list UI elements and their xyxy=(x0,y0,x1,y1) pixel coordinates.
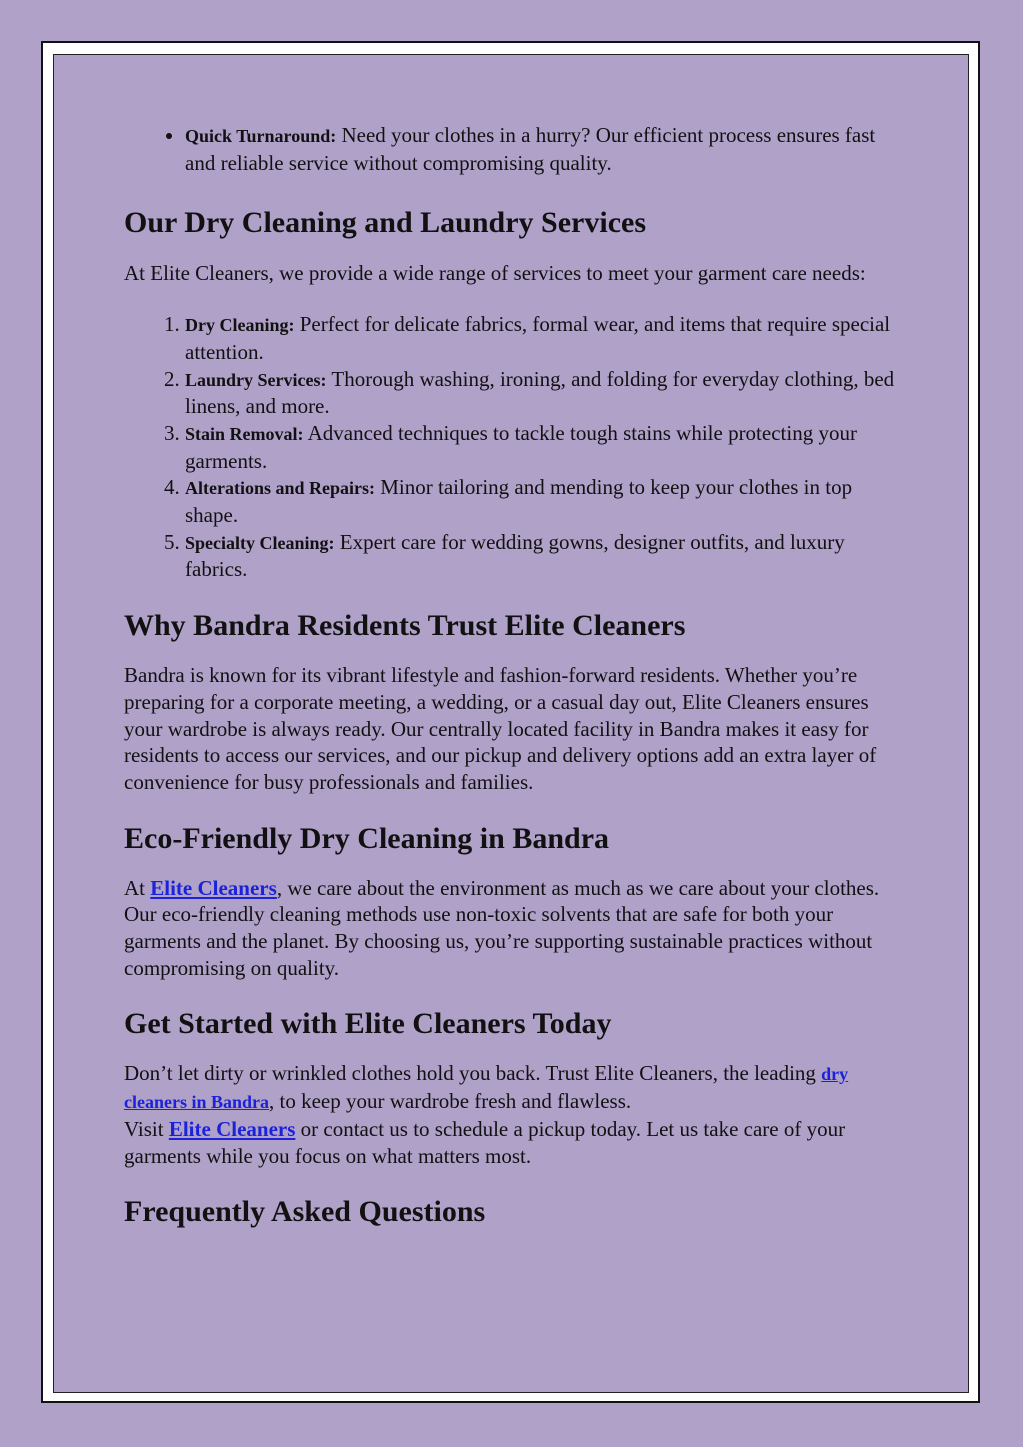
list-item xyxy=(185,474,899,528)
services-intro: At Elite Cleaners, we provide a wide range of services to meet your garment care needs: xyxy=(124,261,866,286)
list-item-label: Stain Removal: xyxy=(185,423,304,444)
list-item-text: Thorough washing, ironing, and folding for everyday clothing, bed linens, and more. xyxy=(185,366,895,419)
list-item xyxy=(185,122,899,176)
list-item-label: Specialty Cleaning: xyxy=(185,532,335,553)
section-heading-eco: Eco-Friendly Dry Cleaning in Bandra xyxy=(124,821,610,855)
started-text-4: or contact us to schedule a pickup today. Let us take care of your garments while you focus on what matters most. xyxy=(124,1116,846,1168)
list-item-label: Quick Turnaround: xyxy=(185,126,337,146)
section-heading-faq: Frequently Asked Questions xyxy=(124,1195,486,1229)
started-text-2: , to keep your wardrobe fresh and flawless. xyxy=(269,1089,632,1114)
list-item xyxy=(185,311,899,365)
trust-paragraph: Bandra is known for its vibrant lifestyle and fashion-forward residents. Whether you’re preparing for a corporate meeting, a wedding, or a casual day out, Elite Cleaners ensures your wardrobe is always ready. Our centrally located facility in Bandra makes it easy for residents to access our services, and our pickup and delivery options add an extra layer of convenience for busy professionals and families. xyxy=(124,663,877,794)
list-item-text: Advanced techniques to tackle tough stains while protecting your garments. xyxy=(185,420,857,473)
document-content xyxy=(124,122,899,1230)
get-started-paragraph xyxy=(124,1060,899,1169)
eco-suffix: , we care about the environment as much as we care about your clothes. Our eco-friendly cleaning methods use non-toxic solvents that are safe for both your garments and the planet. By choosing us, you’re supporting sustainable practices without compromising on quality. xyxy=(124,875,880,980)
list-item xyxy=(185,529,899,583)
eco-paragraph xyxy=(124,875,899,982)
section-heading-get-started: Get Started with Elite Cleaners Today xyxy=(124,1007,612,1041)
list-item-text: Expert care for wedding gowns, designer outfits, and luxury fabrics. xyxy=(185,529,845,582)
list-item-label: Laundry Services: xyxy=(185,369,327,390)
list-item-label: Dry Cleaning: xyxy=(185,315,295,336)
list-item xyxy=(185,366,899,420)
list-item-text: Need your clothes in a hurry? Our efficient process ensures fast and reliable service without compromising quality. xyxy=(185,123,876,175)
started-text-1: Don’t let dirty or wrinkled clothes hold you back. Trust Elite Cleaners, the leading xyxy=(124,1061,822,1086)
section-heading-trust: Why Bandra Residents Trust Elite Cleaners xyxy=(124,609,686,643)
list-item-label: Alterations and Repairs: xyxy=(185,478,375,499)
elite-cleaners-link[interactable]: Elite Cleaners xyxy=(150,875,277,900)
started-text-3: Visit xyxy=(124,1116,169,1141)
eco-prefix: At xyxy=(124,875,151,900)
services-list xyxy=(124,311,899,583)
list-item-text: Perfect for delicate fabrics, formal wear, and items that require special attention. xyxy=(185,312,891,364)
intro-bullet-list xyxy=(124,122,899,176)
list-item-text: Minor tailoring and mending to keep your clothes in top shape. xyxy=(185,475,853,528)
list-item xyxy=(185,420,899,474)
elite-cleaners-link-2[interactable]: Elite Cleaners xyxy=(168,1116,296,1141)
section-heading-services: Our Dry Cleaning and Laundry Services xyxy=(124,206,646,240)
dry-cleaners-bandra-link[interactable]: dry cleaners in Bandra xyxy=(124,1064,849,1113)
